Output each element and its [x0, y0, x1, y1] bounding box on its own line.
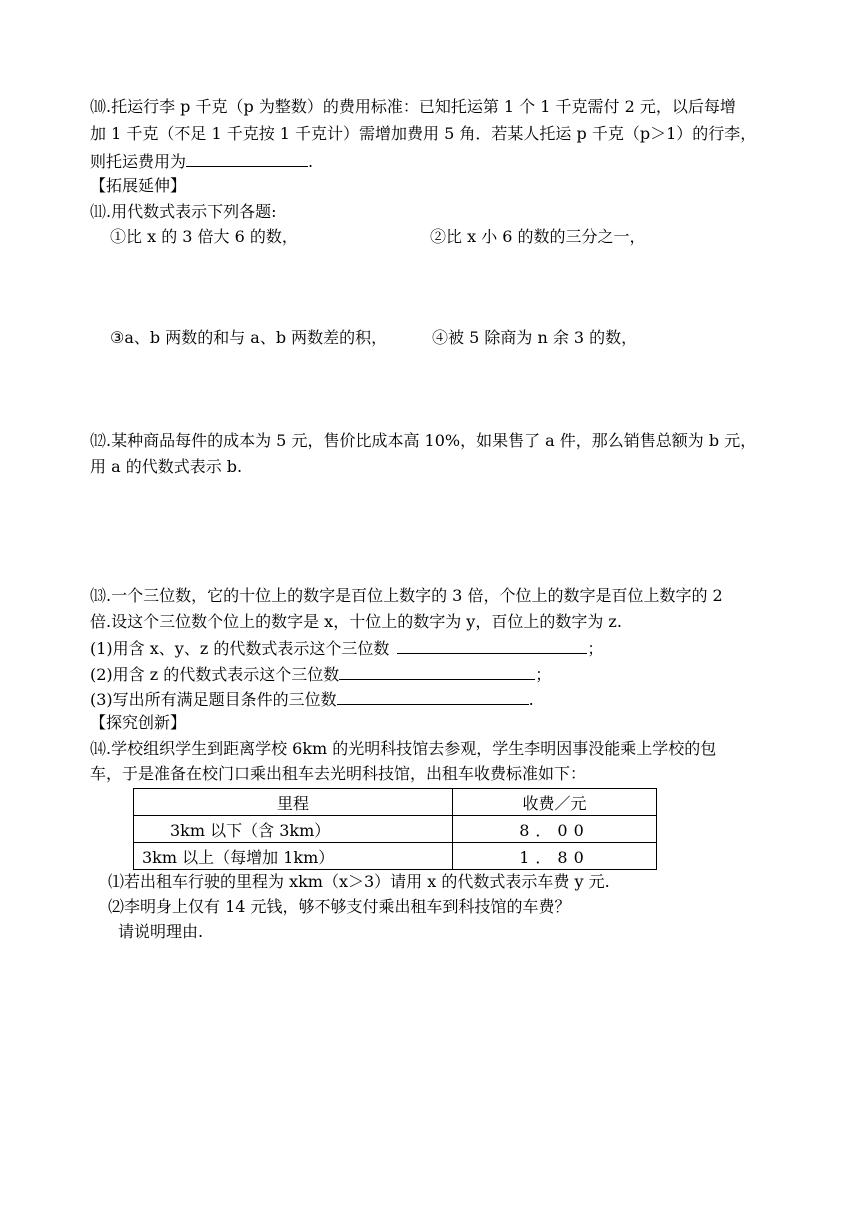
q13-sub-3-text: (3)写出所有满足题目条件的三位数: [90, 690, 337, 709]
q14-sub-1: ⑴若出租车行驶的里程为 xkm（x＞3）请用 x 的代数式表示车费 y 元.: [108, 872, 610, 891]
q10-line-3-text: 则托运费用为: [90, 152, 187, 171]
section-heading-explore: 【探究创新】: [90, 713, 187, 732]
q10-answer-blank[interactable]: [186, 151, 308, 167]
table-row: [134, 843, 657, 870]
q14-line-1: ⒁.学校组织学生到距离学校 6km 的光明科技馆去参观，学生李明因事没能乘上学校的包: [90, 739, 717, 758]
q13-sub-2-text: (2)用含 z 的代数式表示这个三位数: [90, 665, 340, 684]
q13-sub-3: [90, 689, 534, 710]
q11-item-2: ②比 x 小 6 的数的三分之一，: [430, 227, 646, 246]
q13-sub-1: [90, 638, 603, 659]
q10-line-1: ⑽.托运行李 p 千克（p 为整数）的费用标准：已知托运第 1 个 1 千克需付 2 元，以后每增: [90, 97, 736, 116]
q10-line-2: 加 1 千克（不足 1 千克按 1 千克计）需增加费用 5 角．若某人托运 p 千克（p＞1）的行李，: [90, 124, 757, 143]
q11-stem: ⑾.用代数式表示下列各题:: [90, 202, 277, 221]
table-cell-fee: 1．80: [453, 843, 657, 870]
table-cell-fee: 8．00: [453, 816, 657, 843]
q13-sub-2-end: ；: [535, 665, 552, 684]
q13-sub-3-blank[interactable]: [337, 689, 529, 705]
table-header-row: [134, 789, 657, 816]
q13-sub-3-end: .: [528, 690, 534, 709]
q10-line-3-end: .: [308, 152, 314, 171]
q13-sub-2: [90, 664, 551, 685]
q12-line-2: 用 a 的代数式表示 b.: [90, 457, 243, 476]
q11-item-4: ④被 5 除商为 n 余 3 的数，: [432, 328, 638, 347]
q13-line-1: ⒀.一个三位数，它的十位上的数字是百位上数字的 3 倍，个位上的数字是百位上数字的 2: [90, 586, 723, 605]
q13-sub-1-end: ；: [587, 639, 604, 658]
table-header-fee: 收费／元: [453, 789, 657, 816]
q14-sub-2: ⑵李明身上仅有 14 元钱，够不够支付乘出租车到科技馆的车费？: [108, 897, 571, 916]
table-header-distance: 里程: [134, 789, 453, 816]
table-cell-distance: 3km 以下（含 3km）: [134, 816, 453, 843]
q13-line-2: 倍.设这个三位数个位上的数字是 x，十位上的数字为 y，百位上的数字为 z.: [90, 612, 622, 631]
q11-item-3: ③a、b 两数的和与 a、b 两数差的积，: [110, 328, 388, 347]
q12-line-1: ⑿.某种商品每件的成本为 5 元，售价比成本高 10%，如果售了 a 件，那么销售总额为 b 元，: [90, 431, 757, 450]
table-row: [134, 816, 657, 843]
q14-line-2: 车，于是准备在校门口乘出租车去光明科技馆，出租车收费标准如下：: [90, 764, 587, 783]
q13-sub-1-blank[interactable]: [397, 638, 587, 654]
q14-sub-2-continued: 请说明理由.: [118, 922, 204, 941]
q13-sub-2-blank[interactable]: [339, 664, 535, 680]
section-heading-extend: 【拓展延伸】: [90, 176, 187, 195]
q13-sub-1-text: (1)用含 x、y、z 的代数式表示这个三位数: [90, 639, 390, 658]
q10-line-3: [90, 151, 313, 172]
q11-item-1: ①比 x 的 3 倍大 6 的数，: [110, 227, 298, 246]
taxi-fee-table: [133, 788, 657, 870]
table-cell-distance: 3km 以上（每增加 1km）: [134, 843, 453, 870]
